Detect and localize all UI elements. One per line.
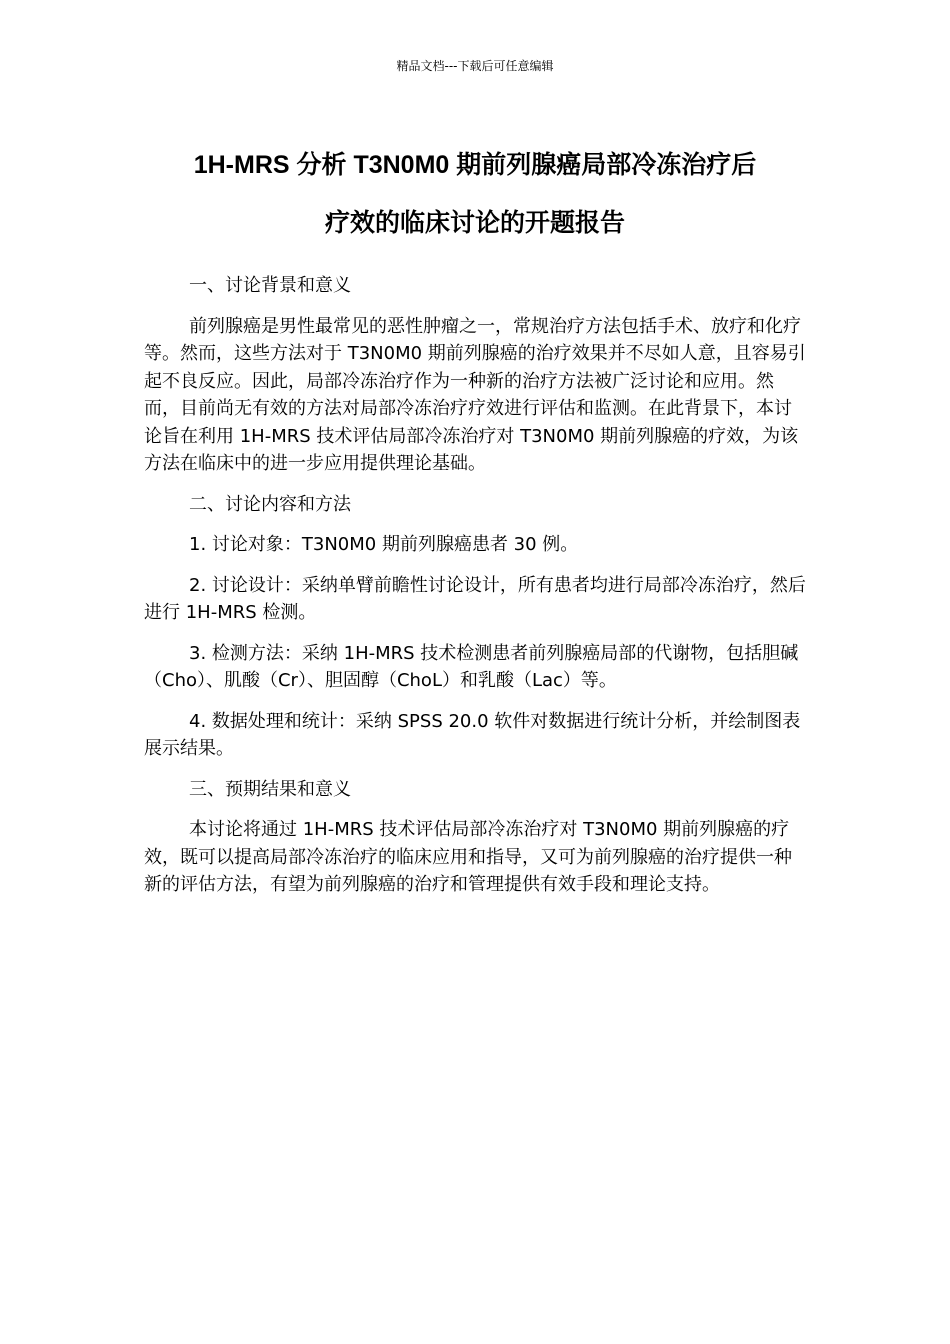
document-title-line-1: 1H-MRS 分析 T3N0M0 期前列腺癌局部冷冻治疗后 [193,151,757,179]
paragraph-background: 前列腺癌是男性最常见的恶性肿瘤之一，常规治疗方法包括手术、放疗和化疗等。然而，这些方法对于 T3N0M0 期前列腺癌的治疗效果并不尽如人意，且容易引起不良反应。因此，局部冷冻治疗作为一种新的治疗方法被广泛讨论和应用。然而，目前尚无有效的方法对局部冷冻治疗疗效进行评估和监测。在此背景下，本讨论旨在利用 1H-MRS 技术评估局部冷冻治疗对 T3N0M0 期前列腺癌的疗效，为该方法在临床中的进一步应用提供理论基础。 [144,315,806,474]
list-item-design: 2. 讨论设计：采纳单臂前瞻性讨论设计，所有患者均进行局部冷冻治疗，然后进行 1H-MRS 检测。 [144,574,806,623]
page-header-note: 精品文档---下载后可任意编辑 [396,59,554,73]
section-heading-expected-results: 三、预期结果和意义 [189,778,351,800]
section-heading-background: 一、讨论背景和意义 [189,275,351,296]
list-item-statistics: 4. 数据处理和统计：采纳 SPSS 20.0 软件对数据进行统计分析，并绘制图表展示结果。 [144,710,801,759]
paragraph-expected-results: 本讨论将通过 1H-MRS 技术评估局部冷冻治疗对 T3N0M0 期前列腺癌的疗效，既可以提高局部冷冻治疗的临床应用和指导，又可为前列腺癌的治疗提供一种新的评估方法，有望为前列腺癌的治疗和管理提供有效手段和理论支持。 [144,819,792,895]
section-heading-content-methods: 二、讨论内容和方法 [189,493,351,515]
list-item-detection: 3. 检测方法：采纳 1H-MRS 技术检测患者前列腺癌局部的代谢物，包括胆碱（Cho）、肌酸（Cr）、胆固醇（ChoL）和乳酸（Lac）等。 [144,642,799,691]
document-body [144,272,808,912]
document-title-line-2: 疗效的临床讨论的开题报告 [324,209,625,237]
list-item-subjects: 1. 讨论对象：T3N0M0 期前列腺癌患者 30 例。 [189,534,579,555]
document-title [120,136,830,252]
